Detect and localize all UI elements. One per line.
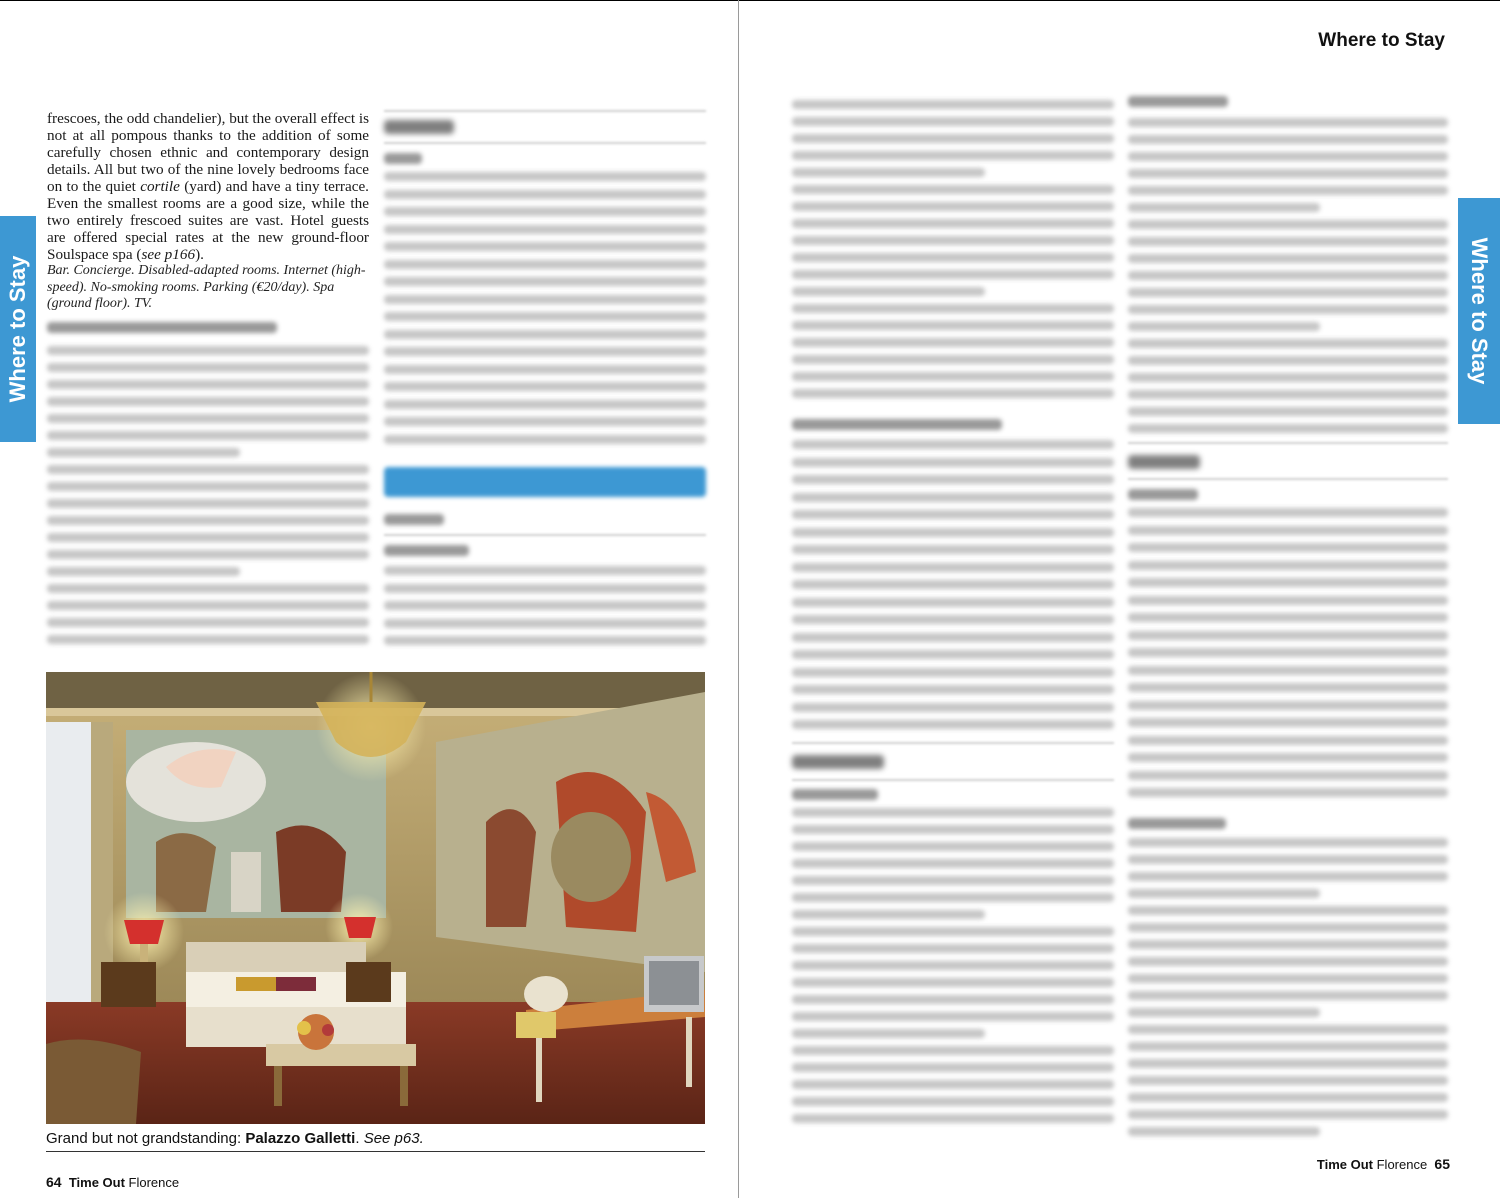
blurred-line bbox=[792, 1046, 1114, 1055]
blurred-line bbox=[1128, 254, 1448, 263]
blurred-line bbox=[1128, 991, 1448, 1000]
blurred-line bbox=[792, 720, 1114, 729]
blurred-line bbox=[792, 668, 1114, 677]
blurred-line bbox=[1128, 390, 1448, 399]
blurred-line bbox=[384, 172, 706, 181]
hotel-room-photo bbox=[46, 672, 705, 1124]
blurred-line bbox=[1128, 152, 1448, 161]
blurred-line bbox=[1128, 701, 1448, 710]
blurred-line bbox=[47, 567, 240, 576]
blurred-line bbox=[1128, 788, 1448, 797]
blurred-line bbox=[792, 703, 1114, 712]
blurred-line bbox=[792, 1029, 985, 1038]
blurred-line bbox=[1128, 940, 1448, 949]
blurred-line bbox=[792, 440, 1114, 449]
blurred-line bbox=[792, 270, 1114, 279]
blurred-line bbox=[792, 117, 1114, 126]
blurred-line bbox=[384, 225, 706, 234]
blurred-line bbox=[384, 382, 706, 391]
blurred-line bbox=[1128, 736, 1448, 745]
blurred-line bbox=[1128, 373, 1448, 382]
spread-gutter bbox=[738, 0, 739, 1198]
body-paragraph: frescoes, the odd chandelier), but the overall effect is not at all pompous thanks to the addition of some carefully chosen ethnic and contemporary design details. All but two of the nine lovely bedrooms face on to the quiet cortile (yard) and have a tiny terrace. Even the smallest rooms are a good size, while the two entirely frescoed suites are vast. Hotel guests are offered special rates at the new ground-floor Soulspace spa (see p166). bbox=[47, 110, 369, 263]
blurred-line bbox=[47, 516, 369, 525]
blurred-line bbox=[1128, 339, 1448, 348]
blurred-line bbox=[792, 287, 985, 296]
blurred-line bbox=[1128, 356, 1448, 365]
blurred-line bbox=[1128, 543, 1448, 552]
blurred-line bbox=[384, 417, 706, 426]
blurred-line bbox=[1128, 683, 1448, 692]
blurred-line bbox=[384, 566, 706, 575]
blurred-line bbox=[47, 533, 369, 542]
blurred-line bbox=[1128, 169, 1448, 178]
footer-city: Florence bbox=[128, 1175, 180, 1190]
page-top-rule bbox=[0, 0, 1500, 1]
blurred-line bbox=[1128, 237, 1448, 246]
footer-right bbox=[1317, 1156, 1450, 1172]
blurred-line bbox=[792, 961, 1114, 970]
blurred-line bbox=[1128, 526, 1448, 535]
blurred-line bbox=[384, 347, 706, 356]
side-tab-label: Where to Stay bbox=[5, 255, 30, 403]
blurred-line bbox=[792, 995, 1114, 1004]
blurred-line bbox=[792, 151, 1114, 160]
blurred-line bbox=[792, 528, 1114, 537]
blurred-line bbox=[47, 584, 369, 593]
blurred-line bbox=[1128, 923, 1448, 932]
blurred-line bbox=[384, 295, 706, 304]
blurred-line bbox=[47, 448, 240, 457]
blurred-line bbox=[384, 584, 706, 593]
blurred-line bbox=[1128, 561, 1448, 570]
blurred-line bbox=[1128, 974, 1448, 983]
side-tab-label: Where to Stay bbox=[1467, 237, 1492, 385]
caption-hotel-name: Palazzo Galletti bbox=[245, 1130, 356, 1147]
blurred-line bbox=[792, 338, 1114, 347]
blurred-line bbox=[792, 458, 1114, 467]
blurred-line bbox=[792, 253, 1114, 262]
blurred-line bbox=[47, 380, 369, 389]
caption-rule bbox=[46, 1151, 705, 1152]
blurred-line bbox=[1128, 424, 1448, 433]
footer-brand: Time Out bbox=[1316, 1157, 1373, 1172]
blurred-line bbox=[1128, 118, 1448, 127]
blurred-line bbox=[384, 312, 706, 321]
blurred-line bbox=[792, 859, 1114, 868]
caption-page-ref: See p63. bbox=[363, 1130, 424, 1147]
photo-caption: Grand but not grandstanding: Palazzo Galletti. See p63. bbox=[46, 1130, 424, 1147]
blurred-line bbox=[1128, 1008, 1320, 1017]
blurred-line bbox=[47, 397, 369, 406]
blurred-line bbox=[792, 633, 1114, 642]
blurred-line bbox=[792, 236, 1114, 245]
blurred-line bbox=[792, 893, 1114, 902]
blurred-line bbox=[792, 100, 1114, 109]
blurred-line bbox=[384, 435, 706, 444]
side-tab-left bbox=[0, 216, 36, 442]
blurred-line bbox=[384, 277, 706, 286]
blurred-line bbox=[1128, 1059, 1448, 1068]
blurred-line bbox=[47, 550, 369, 559]
blurred-line bbox=[1128, 648, 1448, 657]
blurred-line bbox=[792, 202, 1114, 211]
blurred-line bbox=[1128, 305, 1448, 314]
footer-city: Florence bbox=[1376, 1157, 1428, 1172]
blurred-line bbox=[384, 207, 706, 216]
blurred-line bbox=[1128, 872, 1448, 881]
blurred-line bbox=[1128, 135, 1448, 144]
blurred-line bbox=[792, 168, 985, 177]
blurred-line bbox=[1128, 596, 1448, 605]
blurred-line bbox=[1128, 1076, 1448, 1085]
blurred-line bbox=[792, 615, 1114, 624]
blurred-line bbox=[1128, 203, 1320, 212]
blurred-line bbox=[384, 242, 706, 251]
blurred-line bbox=[1128, 1110, 1448, 1119]
blurred-line bbox=[1128, 578, 1448, 587]
blurred-line bbox=[792, 927, 1114, 936]
blurred-line bbox=[792, 978, 1114, 987]
blurred-line bbox=[47, 346, 369, 355]
blurred-line bbox=[792, 185, 1114, 194]
blurred-line bbox=[47, 482, 369, 491]
blurred-line bbox=[1128, 220, 1448, 229]
blurred-line bbox=[792, 808, 1114, 817]
blurred-line bbox=[1128, 271, 1448, 280]
blurred-line bbox=[384, 190, 706, 199]
running-head: Where to Stay bbox=[1318, 30, 1445, 51]
blurred-line bbox=[1128, 906, 1448, 915]
blurred-line bbox=[384, 601, 706, 610]
blurred-line bbox=[792, 1114, 1114, 1123]
blurred-line bbox=[792, 134, 1114, 143]
footer-brand: Time Out bbox=[68, 1175, 125, 1190]
blurred-line bbox=[47, 499, 369, 508]
blurred-line bbox=[792, 842, 1114, 851]
blurred-line bbox=[1128, 407, 1448, 416]
blurred-line bbox=[792, 510, 1114, 519]
blurred-line bbox=[384, 636, 706, 645]
page-number: 65 bbox=[1434, 1156, 1450, 1172]
blurred-line bbox=[1128, 186, 1448, 195]
blurred-line bbox=[47, 601, 369, 610]
blurred-line bbox=[47, 363, 369, 372]
blurred-line bbox=[1128, 957, 1448, 966]
blurred-line bbox=[47, 465, 369, 474]
blurred-line bbox=[384, 365, 706, 374]
blurred-line bbox=[384, 400, 706, 409]
blurred-line bbox=[1128, 508, 1448, 517]
blurred-line bbox=[792, 545, 1114, 554]
blurred-line bbox=[1128, 889, 1320, 898]
blurred-line bbox=[47, 431, 369, 440]
blurred-line bbox=[1128, 1093, 1448, 1102]
blurred-line bbox=[1128, 838, 1448, 847]
blurred-line bbox=[1128, 753, 1448, 762]
blurred-line bbox=[1128, 288, 1448, 297]
blurred-line bbox=[1128, 1042, 1448, 1051]
blurred-line bbox=[1128, 1025, 1448, 1034]
body-text bbox=[47, 110, 369, 263]
blurred-line bbox=[792, 1063, 1114, 1072]
blurred-line bbox=[792, 685, 1114, 694]
blurred-line bbox=[1128, 631, 1448, 640]
blurred-line bbox=[792, 304, 1114, 313]
blurred-line bbox=[792, 355, 1114, 364]
blurred-line bbox=[792, 389, 1114, 398]
page-number: 64 bbox=[46, 1174, 62, 1190]
blurred-line bbox=[792, 1080, 1114, 1089]
blurred-line bbox=[792, 910, 985, 919]
blurred-line bbox=[792, 944, 1114, 953]
blurred-line bbox=[792, 563, 1114, 572]
blurred-line bbox=[384, 260, 706, 269]
blurred-line bbox=[47, 635, 369, 644]
blurred-line bbox=[792, 475, 1114, 484]
footer-left bbox=[46, 1174, 179, 1190]
amenities-list: Bar. Concierge. Disabled-adapted rooms. Internet (high-speed). No-smoking rooms. Parking (€20/day). Spa (ground floor). TV. bbox=[47, 263, 366, 311]
blurred-line bbox=[1128, 1127, 1320, 1136]
blurred-line bbox=[1128, 322, 1320, 331]
blurred-line bbox=[792, 321, 1114, 330]
blurred-line bbox=[792, 1012, 1114, 1021]
blurred-line bbox=[384, 330, 706, 339]
blurred-line bbox=[384, 619, 706, 628]
side-tab-right bbox=[1458, 198, 1500, 424]
blurred-line bbox=[1128, 718, 1448, 727]
blurred-line bbox=[792, 219, 1114, 228]
blurred-line bbox=[792, 372, 1114, 381]
blurred-line bbox=[1128, 771, 1448, 780]
blurred-line bbox=[792, 598, 1114, 607]
blurred-line bbox=[792, 825, 1114, 834]
blurred-line bbox=[1128, 855, 1448, 864]
blurred-line bbox=[1128, 613, 1448, 622]
blurred-line bbox=[792, 650, 1114, 659]
blurred-line bbox=[47, 414, 369, 423]
blurred-line bbox=[1128, 666, 1448, 675]
blurred-line bbox=[792, 1097, 1114, 1106]
blurred-line bbox=[792, 876, 1114, 885]
blurred-line bbox=[792, 493, 1114, 502]
blurred-line bbox=[792, 580, 1114, 589]
blurred-line bbox=[47, 618, 369, 627]
